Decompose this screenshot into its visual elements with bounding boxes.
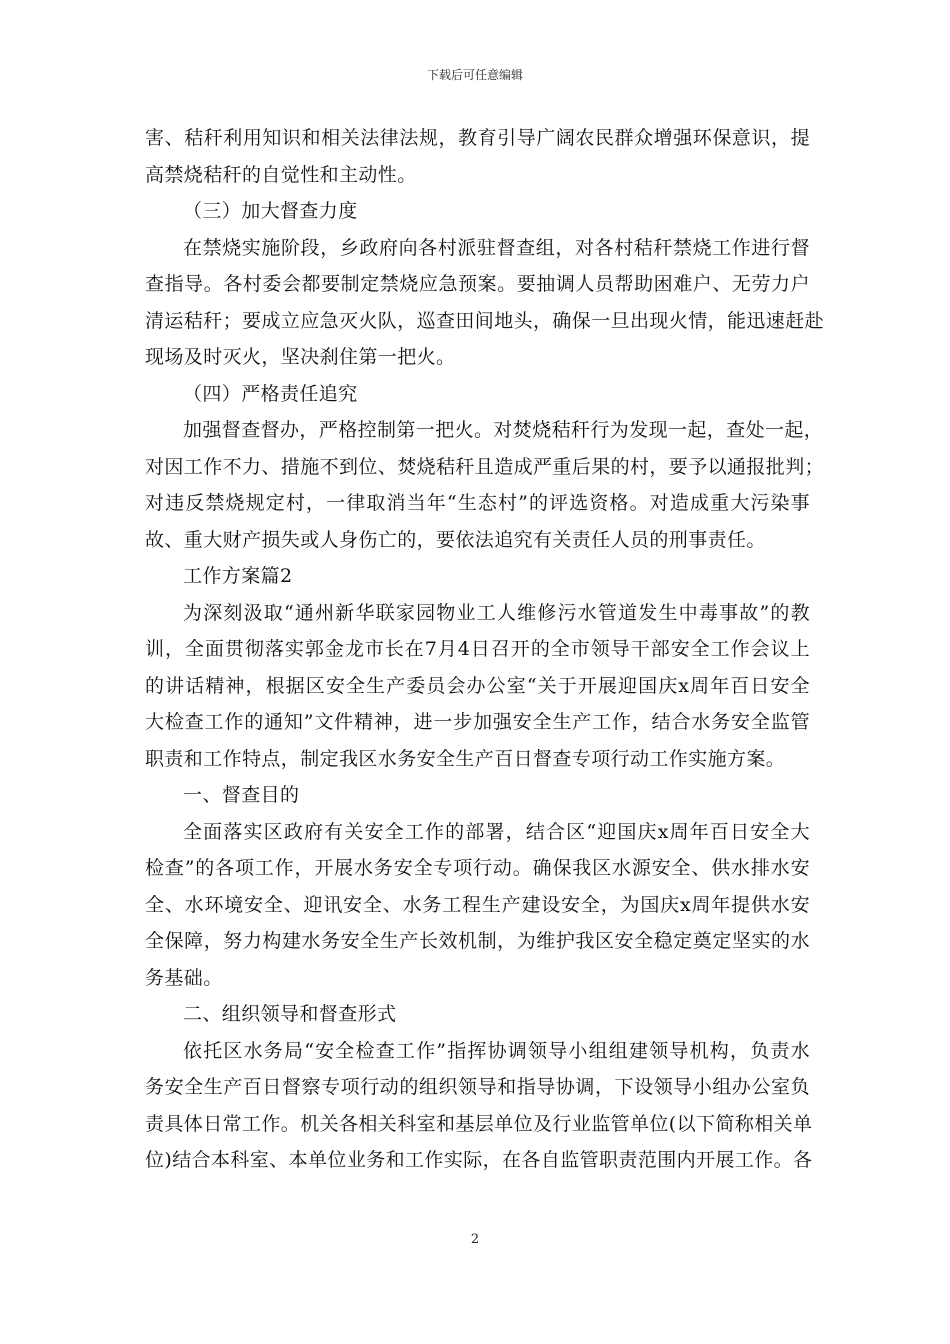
text-line: 对违反禁烧规定村，一律取消当年“生态村”的评选资格。对造成重大污染事: [145, 492, 810, 514]
text-line: 检查”的各项工作，开展水务安全专项行动。确保我区水源安全、供水排水安: [145, 857, 810, 879]
text-line: 位)结合本科室、本单位业务和工作实际，在各自监管职责范围内开展工作。各: [145, 1149, 813, 1171]
page-number: 2: [470, 1232, 480, 1247]
text-line: 对因工作不力、措施不到位、焚烧秸秆且造成严重后果的村，要予以通报批判；: [145, 455, 825, 478]
text-line: 清运秸秆；要成立应急灭火队，巡查田间地头，确保一旦出现火情，能迅速赶赴: [145, 309, 825, 332]
text-line: 全、水环境安全、迎讯安全、水务工程生产建设安全，为国庆x周年提供水安: [145, 893, 810, 916]
text-line: 训，全面贯彻落实郭金龙市长在7月4日召开的全市领导干部安全工作会议上: [145, 638, 810, 660]
text-line: 现场及时灭火，坚决刹住第一把火。: [145, 346, 456, 368]
text-line: 务基础。: [145, 966, 223, 989]
section-heading: （四）严格责任追究: [183, 382, 358, 405]
section-heading: 二、组织领导和督查形式: [183, 1003, 397, 1025]
document-body: [145, 120, 825, 1179]
section-heading: 一、督查目的: [183, 784, 300, 806]
text-line: 全面落实区政府有关安全工作的部署，结合区“迎国庆x周年百日安全大: [183, 820, 810, 843]
text-line: 查指导。各村委会都要制定禁烧应急预案。要抽调人员帮助困难户、无劳力户: [145, 273, 810, 295]
text-line: 高禁烧秸秆的自觉性和主动性。: [145, 163, 417, 186]
text-line: 害、秸秆利用知识和相关法律法规，教育引导广阔农民群众增强环保意识，提: [145, 127, 810, 149]
section-heading: （三）加大督查力度: [183, 200, 358, 222]
text-line: 务安全生产百日督察专项行动的组织领导和指导协调，下设领导小组办公室负: [145, 1076, 810, 1098]
text-line: 加强督查督办，严格控制第一把火。对焚烧秸秆行为发现一起，查处一起，: [183, 419, 824, 441]
section-heading: 工作方案篇2: [183, 565, 293, 587]
text-line: 责具体日常工作。机关各相关科室和基层单位及行业监管单位(以下简称相关单: [145, 1112, 813, 1135]
text-line: 的讲话精神，根据区安全生产委员会办公室“关于开展迎国庆x周年百日安全: [145, 674, 810, 697]
text-line: 大检查工作的通知”文件精神，进一步加强安全生产工作，结合水务安全监管: [145, 711, 810, 733]
text-line: 在禁烧实施阶段，乡政府向各村派驻督查组，对各村秸秆禁烧工作进行督: [183, 236, 810, 259]
page-header: 下载后可任意编辑: [426, 68, 523, 82]
text-line: 依托区水务局“安全检查工作”指挥协调领导小组组建领导机构，负责水: [183, 1039, 810, 1062]
text-line: 职责和工作特点，制定我区水务安全生产百日督查专项行动工作实施方案。: [145, 747, 786, 770]
text-line: 为深刻汲取“通州新华联家园物业工人维修污水管道发生中毒事故”的教: [183, 601, 810, 624]
text-line: 全保障，努力构建水务安全生产长效机制，为维护我区安全稳定奠定坚实的水: [145, 930, 810, 952]
text-line: 故、重大财产损失或人身伤亡的，要依法追究有关责任人员的刑事责任。: [145, 528, 766, 551]
